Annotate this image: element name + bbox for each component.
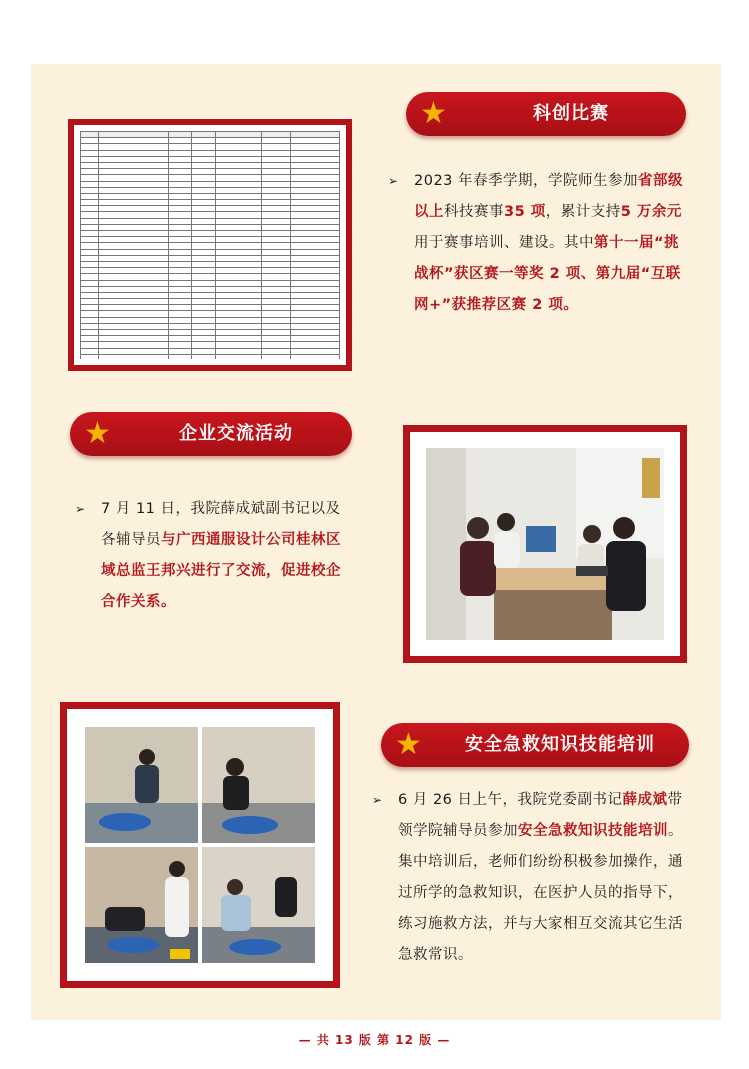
competition-table bbox=[80, 131, 340, 359]
competition-paragraph: ➢ 2023 年春季学期，学院师生参加省部级以上科技赛事35 项，累计支持5 万余元用于赛事培训、建设。其中第十一届“挑战杯”获区赛一等奖 2 项、第九届“互联网+”获推荐区赛 2 项。 bbox=[414, 166, 694, 321]
firstaid-photo-collage bbox=[60, 702, 340, 988]
enterprise-paragraph: ➢ 7 月 11 日，我院薛成斌副书记以及各辅导员与广西通服设计公司桂林区域总监王邦兴进行了交流，促进校企合作关系。 bbox=[101, 494, 355, 618]
star-icon: ★ bbox=[395, 727, 422, 762]
firstaid-title: 安全急救知识技能培训 bbox=[465, 734, 655, 755]
page-footer: — 共 13 版 第 12 版 — bbox=[298, 1033, 451, 1047]
star-icon: ★ bbox=[420, 96, 447, 131]
competition-header bbox=[406, 92, 686, 136]
firstaid-collage-content bbox=[85, 727, 315, 963]
arrow-bullet-icon: ➢ bbox=[75, 502, 86, 516]
enterprise-header bbox=[70, 412, 352, 456]
firstaid-paragraph: ➢ 6 月 26 日上午，我院党委副书记薛成斌带领学院辅导员参加安全急救知识技能培训。集中培训后，老师们纷纷积极参加操作，通过所学的急救知识，在医护人员的指导下，练习施救方法，并与大家相互交流其它生活急救常识。 bbox=[398, 785, 694, 971]
arrow-bullet-icon: ➢ bbox=[372, 793, 383, 807]
meeting-photo bbox=[403, 425, 687, 663]
competition-title: 科创比赛 bbox=[533, 103, 609, 124]
enterprise-title: 企业交流活动 bbox=[179, 423, 293, 444]
meeting-scene bbox=[426, 448, 664, 640]
star-icon: ★ bbox=[84, 416, 111, 451]
meeting-photo-content bbox=[426, 448, 664, 640]
firstaid-header bbox=[381, 723, 689, 767]
firstaid-scenes bbox=[85, 727, 315, 963]
arrow-bullet-icon: ➢ bbox=[388, 174, 399, 188]
competition-table-image bbox=[68, 119, 352, 371]
